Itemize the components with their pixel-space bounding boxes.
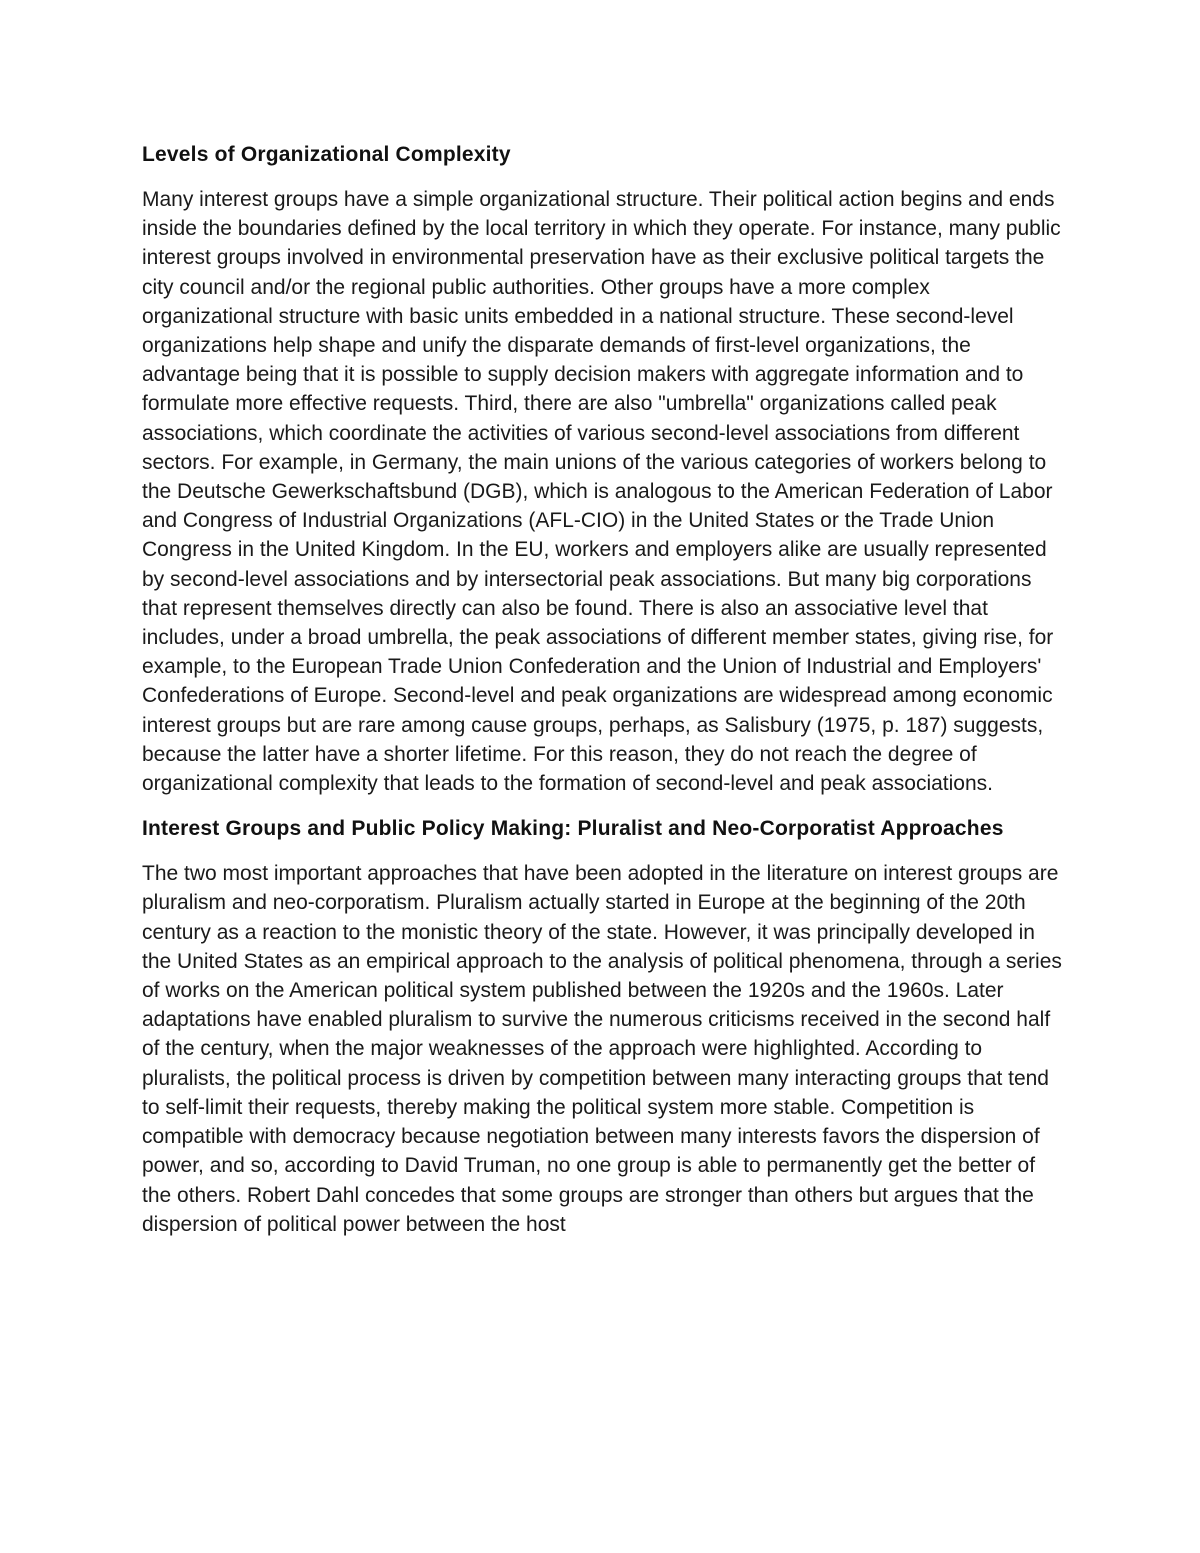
spacer bbox=[142, 169, 1062, 185]
section-paragraph-levels-of-complexity: Many interest groups have a simple organizational structure. Their political action begins and ends inside the boundaries defined by the local territory in which they operate. For instance, many public interest groups involved in environmental preservation have as their exclusive political targets the city council and/or the regional public authorities. Other groups have a more complex organizational structure with basic units embedded in a national structure. These second-level organizations help shape and unify the disparate demands of first-level organizations, the advantage being that it is possible to supply decision makers with aggregate information and to formulate more effective requests. Third, there are also "umbrella" organizations called peak associations, which coordinate the activities of various second-level associations from different sectors. For example, in Germany, the main unions of the various categories of workers belong to the Deutsche Gewerkschaftsbund (DGB), which is analogous to the American Federation of Labor and Congress of Industrial Organizations (AFL-CIO) in the United States or the Trade Union Congress in the United Kingdom. In the EU, workers and employers alike are usually represented by second-level associations and by intersectorial peak associations. But many big corporations that represent themselves directly can also be found. There is also an associative level that includes, under a broad umbrella, the peak associations of different member states, giving rise, for example, to the European Trade Union Confederation and the Union of Industrial and Employers' Confederations of Europe. Second-level and peak organizations are widespread among economic interest groups but are rare among cause groups, perhaps, as Salisbury (1975, p. 187) suggests, because the latter have a shorter lifetime. For this reason, they do not reach the degree of organizational complexity that leads to the formation of second-level and peak associations. bbox=[142, 188, 1061, 796]
document-body bbox=[142, 140, 1062, 1239]
section-heading-levels-of-complexity: Levels of Organizational Complexity bbox=[142, 143, 511, 166]
section-paragraph-pluralist-neo-corporatist: The two most important approaches that have been adopted in the literature on interest groups are pluralism and neo-corporatism. Pluralism actually started in Europe at the beginning of the 20th century as a reaction to the monistic theory of the state. However, it was principally developed in the United States as an empirical approach to the analysis of political phenomena, through a series of works on the American political system published between the 1920s and the 1960s. Later adaptations have enabled pluralism to survive the numerous criticisms received in the second half of the century, when the major weaknesses of the approach were highlighted. According to pluralists, the political process is driven by competition between many interacting groups that tend to self-limit their requests, thereby making the political system more stable. Competition is compatible with democracy because negotiation between many interests favors the dispersion of power, and so, according to David Truman, no one group is able to permanently get the better of the others. Robert Dahl concedes that some groups are stronger than others but argues that the dispersion of political power between the host bbox=[142, 862, 1062, 1236]
spacer bbox=[142, 843, 1062, 859]
spacer bbox=[142, 798, 1062, 814]
section-heading-pluralist-neo-corporatist: Interest Groups and Public Policy Making: Pluralist and Neo-Corporatist Approaches bbox=[142, 817, 1004, 841]
